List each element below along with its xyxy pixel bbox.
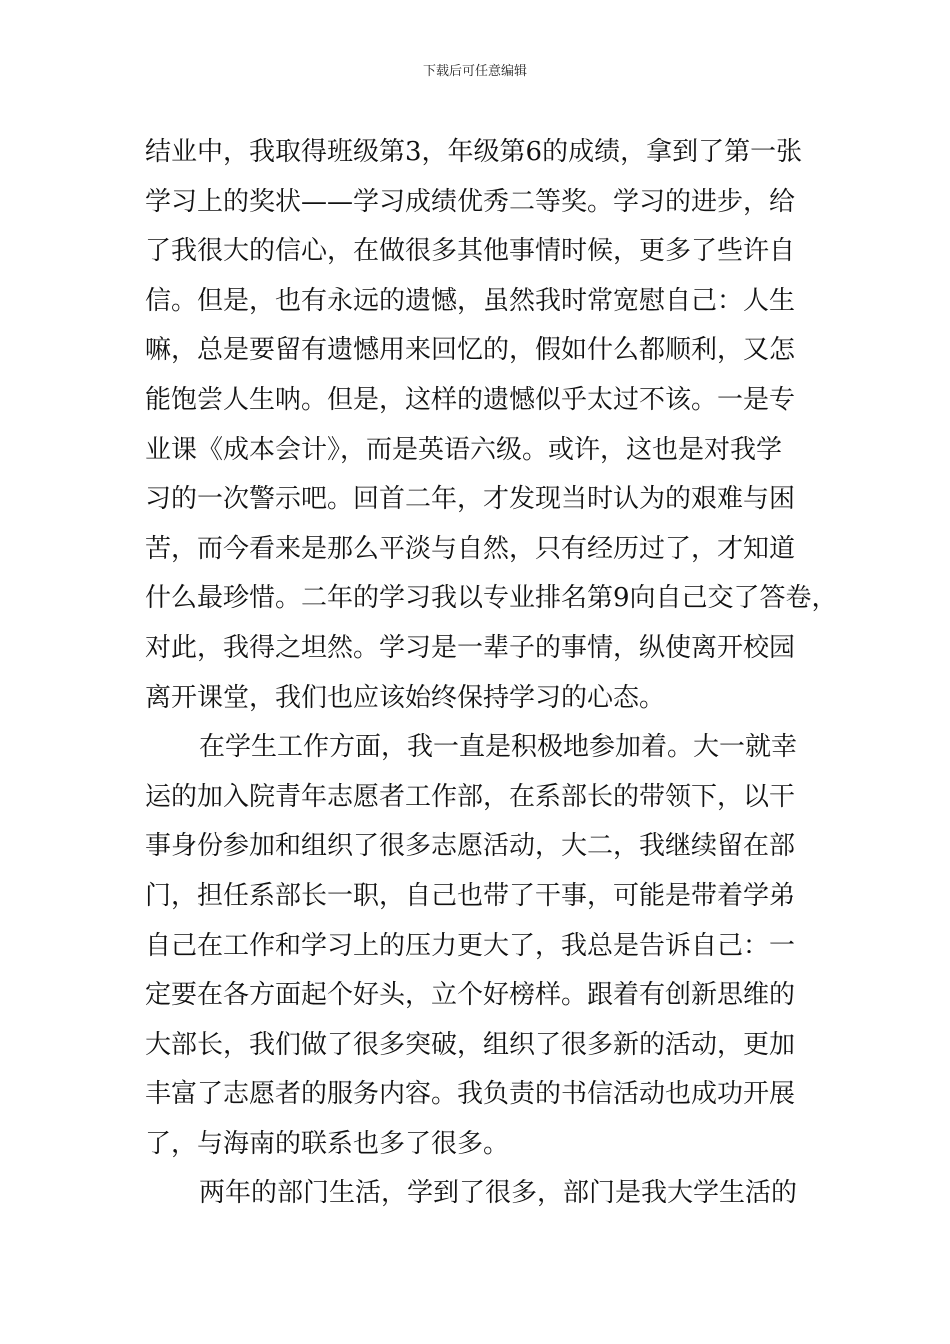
text-line: 离开课堂，我们也应该始终保持学习的心态。 xyxy=(145,682,666,713)
paragraph-start-line: 在学生工作方面，我一直是积极地参加着。大一就幸 xyxy=(199,732,798,763)
text-line: 了我很大的信心，在做很多其他事情时候，更多了些许自 xyxy=(145,236,796,267)
page-header: 下载后可任意编辑 xyxy=(422,64,527,79)
text-line: 嘛，总是要留有遗憾用来回忆的，假如什么都顺利，又怎 xyxy=(145,335,796,366)
document-body xyxy=(145,128,838,1219)
text-line: 信。但是，也有永远的遗憾，虽然我时常宽慰自己：人生 xyxy=(145,285,796,316)
text-line: 对此，我得之坦然。学习是一辈子的事情，纵使离开校园 xyxy=(145,632,796,663)
text-line: 自己在工作和学习上的压力更大了，我总是告诉自己：一 xyxy=(145,930,796,961)
text-line: 丰富了志愿者的服务内容。我负责的书信活动也成功开展 xyxy=(145,1079,796,1110)
text-line: 能饱尝人生呐。但是，这样的遗憾似乎太过不该。一是专 xyxy=(145,384,796,415)
text-line: 大部长，我们做了很多突破，组织了很多新的活动，更加 xyxy=(145,1029,796,1060)
text-line: 结业中，我取得班级第3，年级第6的成绩，拿到了第一张 xyxy=(145,137,803,167)
text-line: 习的一次警示吧。回首二年，才发现当时认为的艰难与困 xyxy=(145,484,796,515)
text-line: 运的加入院青年志愿者工作部，在系部长的带领下，以干 xyxy=(145,781,796,812)
text-line: 苦，而今看来是那么平淡与自然，只有经历过了，才知道 xyxy=(145,533,796,564)
text-line: 业课《成本会计》，而是英语六级。或许，这也是对我学 xyxy=(145,434,783,465)
text-line: 定要在各方面起个好头，立个好榜样。跟着有创新思维的 xyxy=(145,980,796,1011)
text-line: 学习上的奖状——学习成绩优秀二等奖。学习的进步，给 xyxy=(145,186,796,217)
paragraph-start-line: 两年的部门生活，学到了很多，部门是我大学生活的 xyxy=(199,1178,798,1209)
text-line: 事身份参加和组织了很多志愿活动，大二，我继续留在部 xyxy=(145,831,796,862)
text-line: 门，担任系部长一职，自己也带了干事，可能是带着学弟 xyxy=(145,880,796,911)
text-line: 了，与海南的联系也多了很多。 xyxy=(145,1128,510,1159)
text-line: 什么最珍惜。二年的学习我以专业排名第9向自己交了答卷， xyxy=(145,583,838,614)
